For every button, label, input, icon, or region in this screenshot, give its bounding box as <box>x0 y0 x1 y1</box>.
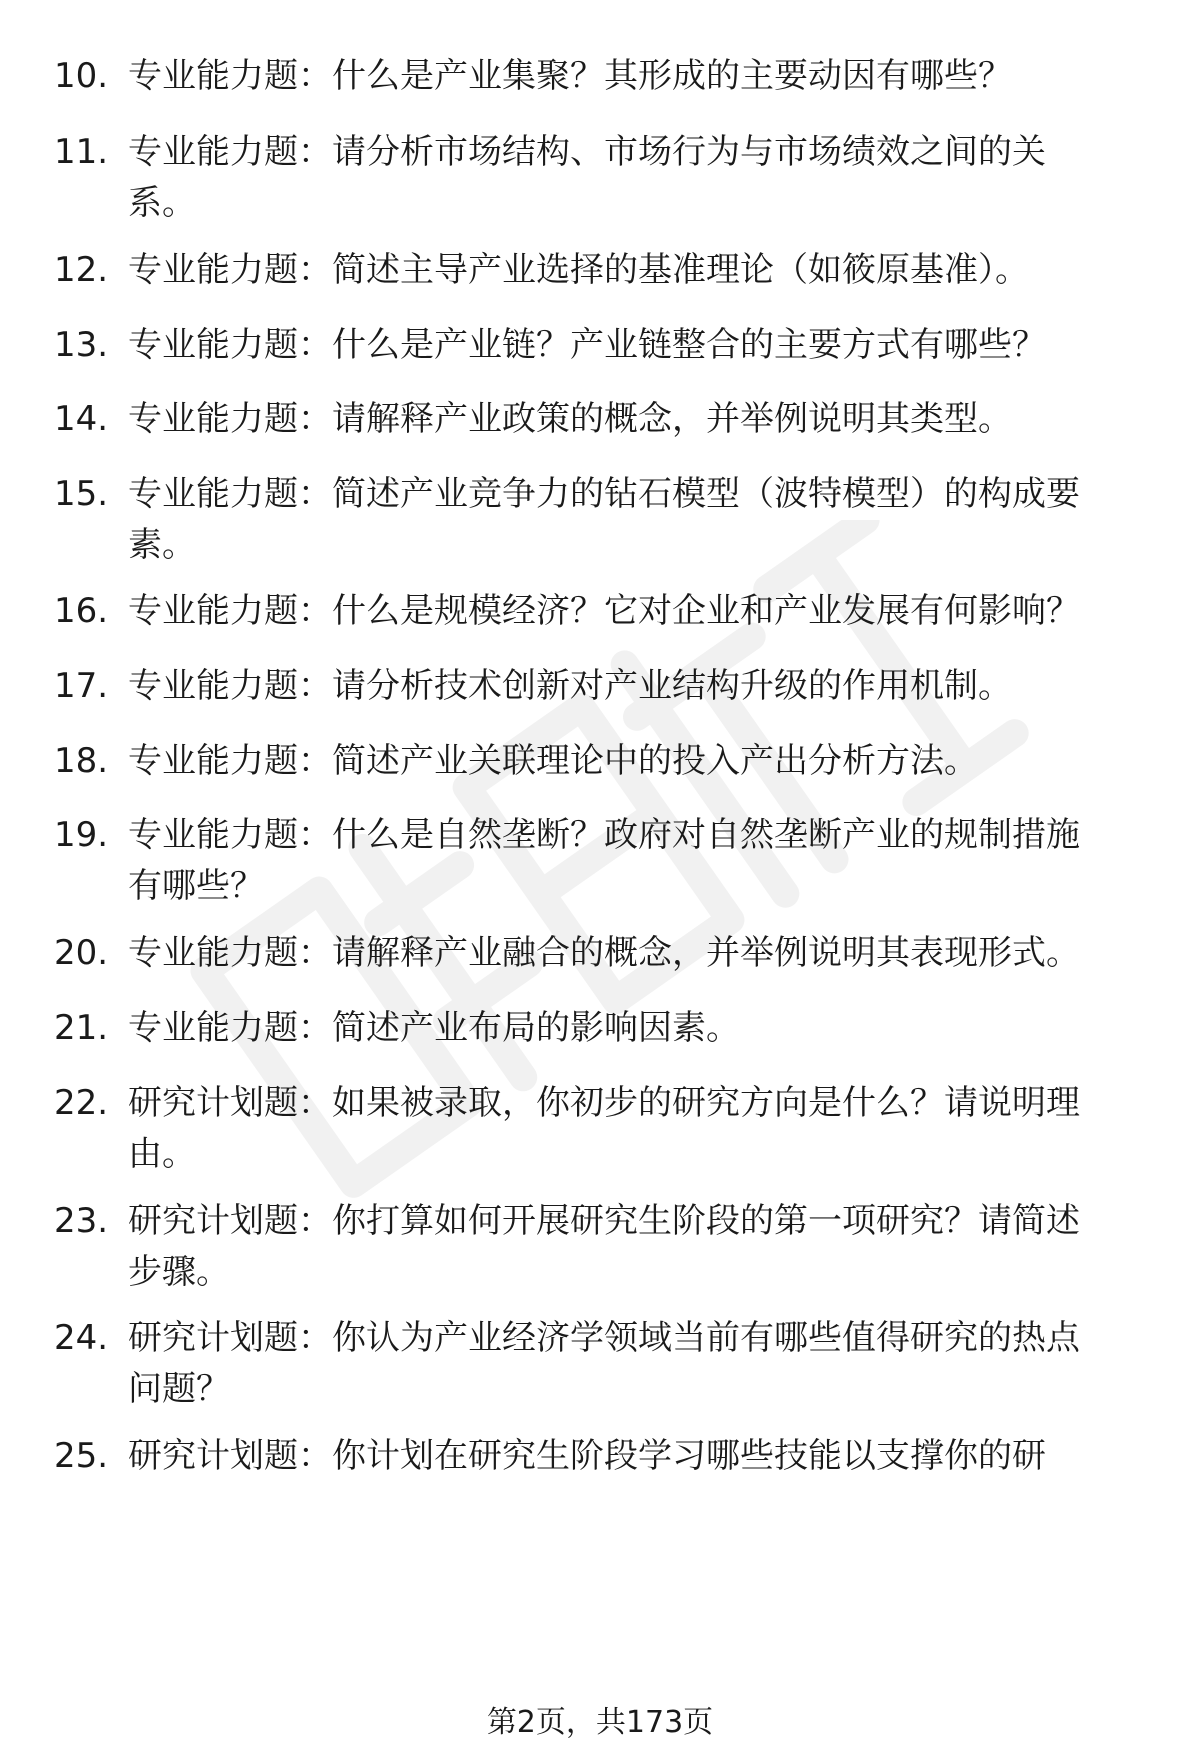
item-text: 专业能力题：请分析市场结构、市场行为与市场绩效之间的关 <box>128 132 1046 172</box>
item-text: 专业能力题：简述主导产业选择的基准理论（如筱原基准）。 <box>128 250 1029 290</box>
item-text: 专业能力题：简述产业关联理论中的投入产出分析方法。 <box>128 741 978 781</box>
page-footer: 第2页，共173页 <box>486 1705 714 1740</box>
item-number: 10. <box>54 56 109 96</box>
item-number: 11. <box>54 132 109 172</box>
item-text-continued: 素。 <box>128 525 196 565</box>
item-number: 20. <box>54 933 109 973</box>
item-number: 21. <box>54 1008 109 1048</box>
item-text: 专业能力题：请解释产业融合的概念，并举例说明其表现形式。 <box>128 933 1080 973</box>
item-text: 研究计划题：你计划在研究生阶段学习哪些技能以支撑你的研 <box>128 1436 1046 1476</box>
item-number: 16. <box>54 591 109 631</box>
item-text: 专业能力题：什么是产业链？产业链整合的主要方式有哪些？ <box>128 325 1046 365</box>
item-text: 专业能力题：什么是自然垄断？政府对自然垄断产业的规制措施 <box>128 815 1080 855</box>
item-number: 15. <box>54 474 109 514</box>
item-number: 25. <box>54 1436 109 1476</box>
item-text-continued: 问题？ <box>128 1369 230 1409</box>
item-number: 13. <box>54 325 109 365</box>
item-text-continued: 由。 <box>128 1134 196 1174</box>
item-text: 专业能力题：什么是规模经济？它对企业和产业发展有何影响？ <box>128 591 1080 631</box>
item-text: 研究计划题：如果被录取，你初步的研究方向是什么？请说明理 <box>128 1083 1080 1123</box>
item-number: 22. <box>54 1083 109 1123</box>
item-number: 24. <box>54 1318 109 1358</box>
item-text: 研究计划题：你打算如何开展研究生阶段的第一项研究？请简述 <box>128 1201 1080 1241</box>
item-number: 17. <box>54 666 109 706</box>
item-number: 18. <box>54 741 109 781</box>
item-text: 研究计划题：你认为产业经济学领域当前有哪些值得研究的热点 <box>128 1318 1080 1358</box>
item-text-continued: 有哪些？ <box>128 866 264 906</box>
item-text-continued: 步骤。 <box>128 1252 230 1292</box>
item-text: 专业能力题：简述产业布局的影响因素。 <box>128 1008 740 1048</box>
item-text: 专业能力题：请分析技术创新对产业结构升级的作用机制。 <box>128 666 1012 706</box>
item-text: 专业能力题：请解释产业政策的概念，并举例说明其类型。 <box>128 399 1012 439</box>
item-text: 专业能力题：什么是产业集聚？其形成的主要动因有哪些？ <box>128 56 1012 96</box>
item-text-continued: 系。 <box>128 183 196 223</box>
item-number: 19. <box>54 815 109 855</box>
item-text: 专业能力题：简述产业竞争力的钻石模型（波特模型）的构成要 <box>128 474 1080 514</box>
item-number: 14. <box>54 399 109 439</box>
item-number: 23. <box>54 1201 109 1241</box>
item-number: 12. <box>54 250 109 290</box>
